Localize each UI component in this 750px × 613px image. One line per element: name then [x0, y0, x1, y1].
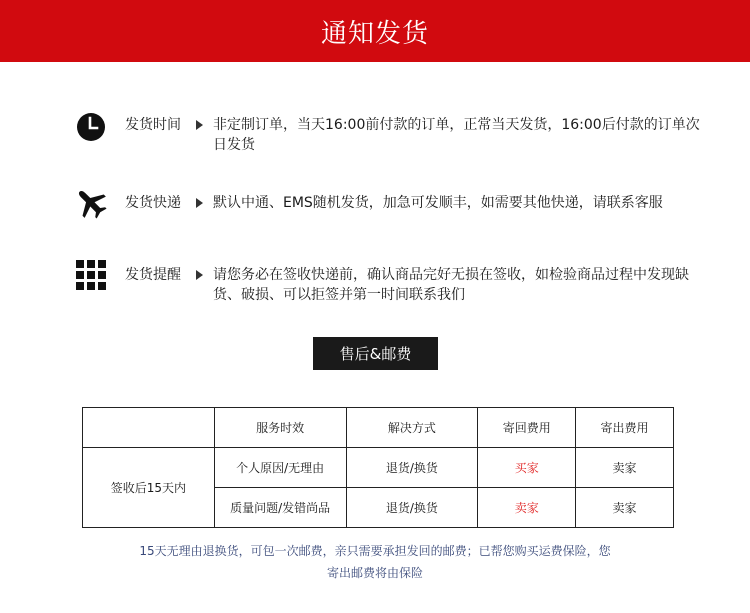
clock-icon: [76, 112, 106, 146]
service-period-cell: 签收后15天内: [83, 448, 215, 528]
table-header-cell: 寄回费用: [478, 408, 576, 448]
ship-fee-cell: 卖家: [576, 448, 674, 488]
courier-text: 默认中通、EMS随机发货，加急可发顺丰，如需要其他快递，请联系客服: [213, 195, 663, 211]
airplane-icon: [73, 185, 109, 225]
shipping-time-label: 发货时间: [125, 117, 181, 133]
table-header-cell: [83, 408, 215, 448]
arrow-right-icon: [196, 198, 203, 208]
reminder-label: 发货提醒: [125, 267, 181, 283]
header-banner: [0, 0, 750, 62]
reason-cell: 个人原因/无理由: [214, 448, 346, 488]
reminder-text: 请您务必在签收快递前，确认商品完好无损在签收，如检验商品过程中发现缺货、破损、可以拒签并第一时间联系我们: [213, 267, 689, 303]
arrow-right-icon: [196, 120, 203, 130]
courier-label: 发货快递: [125, 195, 181, 211]
ship-fee-cell: 卖家: [576, 488, 674, 528]
table-header-row: [83, 408, 674, 448]
table-header-cell: 解决方式: [346, 408, 478, 448]
reason-cell: 质量问题/发错尚品: [214, 488, 346, 528]
grid-icon: [76, 260, 106, 294]
footer-line: 15天无理由退换货，可包一次邮费，亲只需要承担发回的邮费；已帮您购买运费保险，您: [139, 544, 611, 558]
table-header-cell: 寄出费用: [576, 408, 674, 448]
return-fee-cell: 卖家: [478, 488, 576, 528]
footer-line: 寄出邮费将由保险: [326, 566, 423, 580]
shipping-time-text: 非定制订单，当天16:00前付款的订单，正常当天发货，16:00后付款的订单次日发货: [213, 117, 700, 153]
solution-cell: 退货/换货: [346, 448, 478, 488]
after-sale-title: [313, 337, 438, 370]
after-sale-table: [82, 407, 674, 528]
table-header-cell: 服务时效: [214, 408, 346, 448]
page-title: 通知发货: [320, 18, 429, 49]
return-fee-cell: 买家: [478, 448, 576, 488]
solution-cell: 退货/换货: [346, 488, 478, 528]
arrow-right-icon: [196, 270, 203, 280]
table-row: [83, 448, 674, 488]
after-sale-title-text: 售后&邮费: [339, 345, 412, 363]
footer-note: [110, 540, 640, 584]
